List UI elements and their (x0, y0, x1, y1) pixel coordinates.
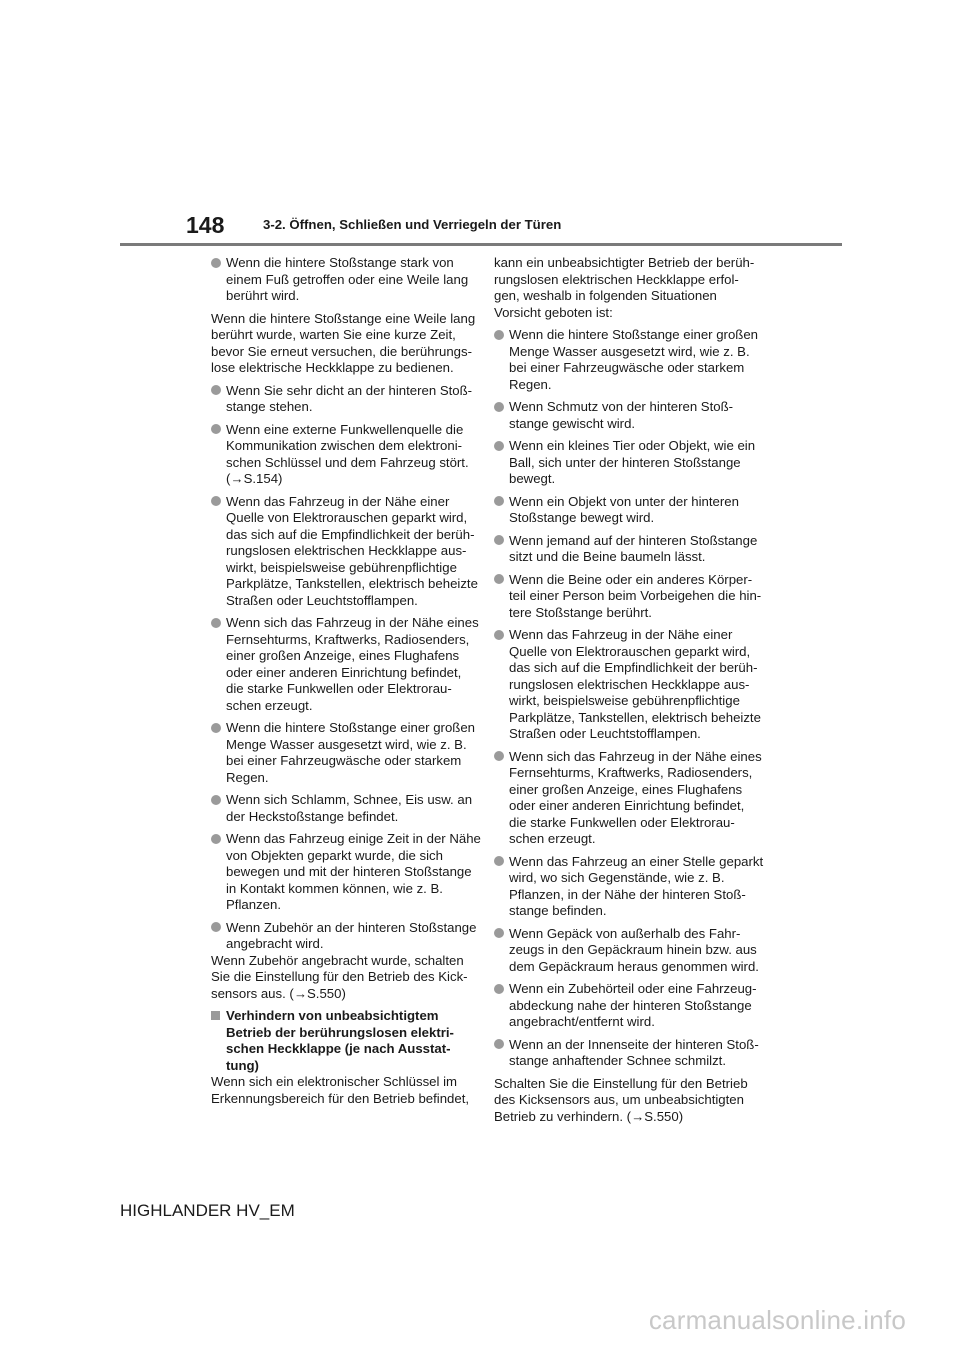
bullet-text: Wenn Zubehör an der hinteren Stoßstange angebracht wird. (226, 919, 477, 951)
watermark: carmanualsonline.info (648, 1305, 906, 1335)
bullet-text: Wenn das Fahrzeug einige Zeit in der Nähe von Objekten geparkt wurde, die sich bewegen und mit der hinteren Stoßstange in Kontakt kommen können, wie z. B. Pflanzen. (226, 831, 481, 912)
bullet-dot-icon (211, 723, 221, 733)
heading-text: Verhindern von unbeabsichtigtem Betrieb der berührungslosen elektri-schen Heckklappe (je nach Ausstat-tung) (226, 1008, 454, 1073)
bullet-text: Wenn die hintere Stoßstange einer großen Menge Wasser ausgesetzt wird, wie z. B. bei einer Fahrzeugwäsche oder starkem Regen. (226, 720, 476, 785)
bullet-text: Wenn ein Zubehörteil oder eine Fahrzeug-abdeckung nahe der hinteren Stoßstange angebracht/entfernt wird. (509, 981, 757, 1029)
bullet-item (494, 627, 764, 743)
bullet-dot-icon (211, 258, 221, 268)
bullet-dot-icon (494, 330, 504, 340)
bullet-dot-icon (494, 751, 504, 761)
bullet-item (494, 572, 764, 622)
bullet-dot-icon (494, 856, 504, 866)
bullet-item (211, 615, 481, 714)
bullet-dot-icon (211, 834, 221, 844)
bullet-text: Wenn sich das Fahrzeug in der Nähe eines Fernsehturms, Kraftwerks, Radiosenders, einer großen Anzeige, eines Flughafens oder einer anderen Einrichtung befindet, die starke Funkwellen oder Elektrorau-schen erzeugt. (509, 748, 762, 846)
bullet-dot-icon (494, 535, 504, 545)
bullet-item (211, 831, 481, 914)
bullet-text: Wenn Sie sehr dicht an der hinteren Stoß-stange stehen. (226, 382, 473, 414)
left-column (211, 255, 481, 1107)
bullet-text: Wenn an der Innenseite der hinteren Stoß-stange anhaftender Schnee schmilzt. (509, 1036, 759, 1068)
bullet-dot-icon (494, 441, 504, 451)
bullet-text: Wenn das Fahrzeug in der Nähe einer Quelle von Elektrorauschen geparkt wird, das sich auf die Empfindlichkeit der berüh-rungslosen elektrischen Heckklappe aus-wirkt, beispielsweise gebührenpflichtige Parkplätze, Tankstellen, elektrisch beheizte Straßen oder Leuchtstofflampen. (509, 627, 761, 741)
bullet-item (494, 981, 764, 1031)
header-divider (120, 243, 842, 246)
footer-model-label: HIGHLANDER HV_EM (120, 1201, 295, 1220)
paragraph: kann ein unbeabsichtigter Betrieb der berüh-rungslosen elektrischen Heckklappe erfol-gen, weshalb in folgenden Situationen Vorsicht geboten ist: (494, 255, 755, 320)
bullet-dot-icon (211, 922, 221, 932)
bullet-text: Wenn ein Objekt von unter der hinteren Stoßstange bewegt wird. (509, 493, 739, 525)
bullet-dot-icon (211, 496, 221, 506)
bullet-text: Wenn ein kleines Tier oder Objekt, wie ein Ball, sich unter der hinteren Stoßstange bewegt. (509, 438, 756, 486)
bullet-item (211, 920, 481, 953)
bullet-item (494, 1037, 764, 1070)
bullet-dot-icon (494, 1039, 504, 1049)
paragraph: Wenn sich ein elektronischer Schlüssel im Erkennungsbereich für den Betrieb befindet, (211, 1074, 470, 1106)
bullet-text: Wenn sich Schlamm, Schnee, Eis usw. an der Heckstoßstange befindet. (226, 792, 473, 824)
bullet-item (494, 749, 764, 848)
bullet-text: Wenn jemand auf der hinteren Stoßstange sitzt und die Beine baumeln lässt. (509, 532, 758, 564)
bullet-dot-icon (494, 630, 504, 640)
bullet-item (494, 854, 764, 920)
bullet-item (494, 533, 764, 566)
bullet-dot-icon (211, 424, 221, 434)
bullet-item (211, 255, 481, 305)
bullet-dot-icon (211, 795, 221, 805)
paragraph: Wenn Zubehör angebracht wurde, schalten Sie die Einstellung für den Betrieb des Kick-sensors aus. (→S.550) (211, 952, 468, 1001)
bullet-dot-icon (494, 402, 504, 412)
bullet-item (494, 399, 764, 432)
bullet-item (211, 792, 481, 825)
bullet-item (494, 926, 764, 976)
page-number: 148 (186, 212, 225, 238)
bullet-item (494, 327, 764, 393)
bullet-item (211, 494, 481, 610)
bullet-dot-icon (494, 928, 504, 938)
section-title: 3-2. Öffnen, Schließen und Verriegeln der Türen (263, 217, 562, 232)
bullet-dot-icon (494, 984, 504, 994)
square-bullet-icon (211, 1011, 220, 1020)
bullet-dot-icon (211, 385, 221, 395)
bullet-text: Wenn Gepäck von außerhalb des Fahr-zeugs in den Gepäckraum hinein bzw. aus dem Gepäckraum heraus genommen wird. (509, 925, 759, 974)
subsection-heading (211, 1008, 481, 1074)
bullet-dot-icon (494, 496, 504, 506)
paragraph: Wenn die hintere Stoßstange eine Weile lang berührt wurde, warten Sie eine kurze Zeit, bevor Sie erneut versuchen, die berührungs-lose elektrische Heckklappe zu bedienen. (211, 310, 476, 375)
bullet-dot-icon (211, 618, 221, 628)
bullet-text: Wenn sich das Fahrzeug in der Nähe eines Fernsehturms, Kraftwerks, Radiosenders, einer großen Anzeige, eines Flughafens oder einer anderen Einrichtung befindet, die starke Funkwellen oder Elektrorau-schen erzeugt. (226, 615, 479, 713)
bullet-text: Wenn die Beine oder ein anderes Körper-teil einer Person beim Vorbeigehen die hin-tere Stoßstange berührt. (509, 571, 762, 620)
bullet-text: Wenn das Fahrzeug in der Nähe einer Quelle von Elektrorauschen geparkt wird, das sich auf die Empfindlichkeit der berüh-rungslosen elektrischen Heckklappe aus-wirkt, beispielsweise gebührenpflichtige Parkplätze, Tankstellen, elektrisch beheizte Straßen oder Leuchtstofflampen. (226, 493, 478, 608)
bullet-dot-icon (494, 574, 504, 584)
bullet-text: Wenn die hintere Stoßstange stark von einem Fuß getroffen oder eine Weile lang berührt wird. (226, 255, 469, 303)
bullet-item (211, 383, 481, 416)
bullet-item (211, 422, 481, 488)
bullet-text: Wenn das Fahrzeug an einer Stelle geparkt wird, wo sich Gegenstände, wie z. B. Pflanzen, in der Nähe der hinteren Stoß-stange befinden. (509, 853, 764, 918)
bullet-text: Wenn Schmutz von der hinteren Stoß-stange gewischt wird. (509, 399, 734, 431)
bullet-text: Wenn die hintere Stoßstange einer großen Menge Wasser ausgesetzt wird, wie z. B. bei einer Fahrzeugwäsche oder starkem Regen. (509, 327, 759, 392)
bullet-item (494, 438, 764, 488)
bullet-item (211, 720, 481, 786)
right-column (494, 255, 764, 1125)
bullet-text: Wenn eine externe Funkwellenquelle die Kommunikation zwischen dem elektroni-schen Schlüssel und dem Fahrzeug stört. (→S.154) (226, 421, 469, 486)
paragraph: Schalten Sie die Einstellung für den Betrieb des Kicksensors aus, um unbeabsichtigten Betrieb zu verhindern. (→S.550) (494, 1075, 748, 1124)
bullet-item (494, 494, 764, 527)
